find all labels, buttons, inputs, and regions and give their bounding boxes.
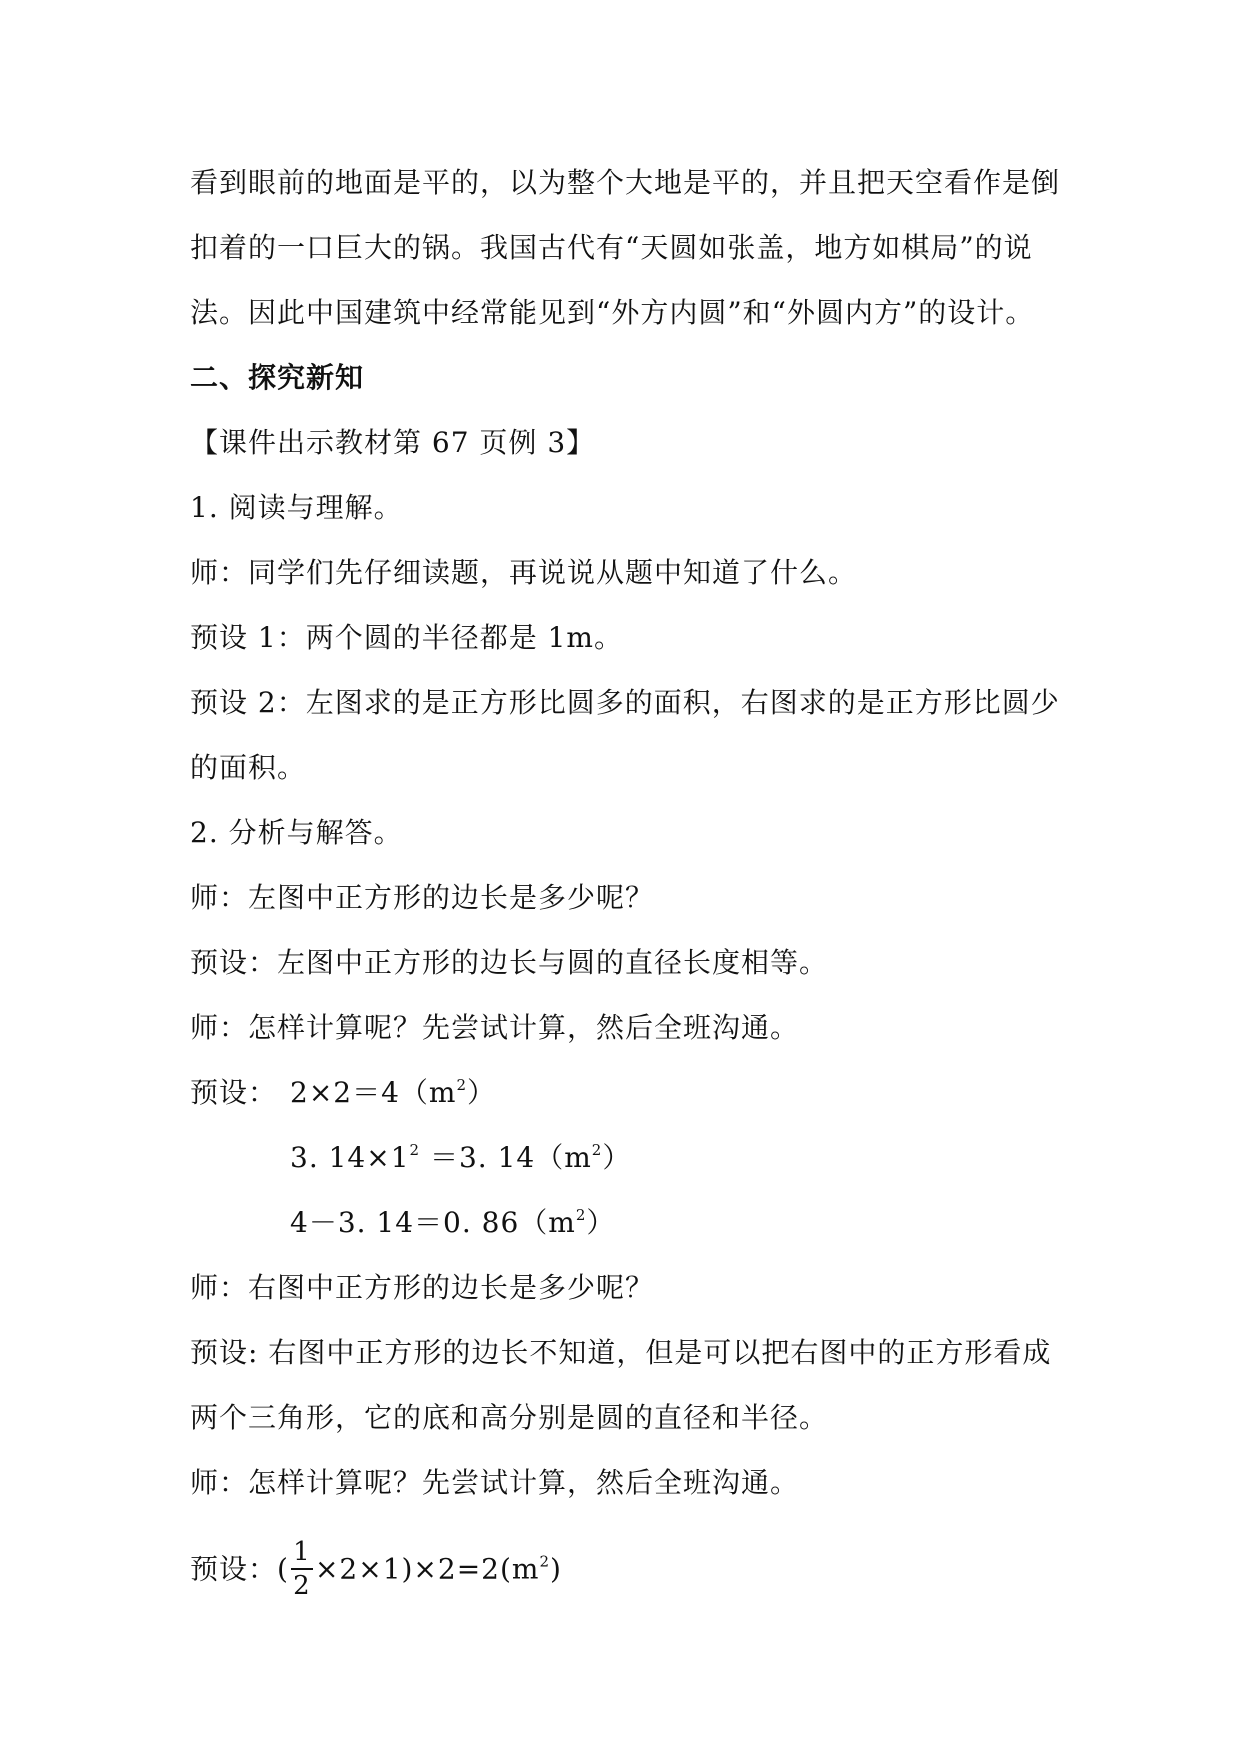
final-label: 预设： <box>190 1552 278 1586</box>
calc2-end: ） <box>602 1141 632 1174</box>
intro-line-1: 看到眼前的地面是平的，以为整个大地是平的，并且把天空看作是倒 <box>190 166 1061 199</box>
step1-teacher-question: 师：同学们先仔细读题，再说说从题中知道了什么。 <box>190 556 858 589</box>
step2-teacher-question-4: 师：怎样计算呢？先尝试计算，然后全班沟通。 <box>190 1466 800 1499</box>
step1-preset-1: 预设 1：两个圆的半径都是 1m。 <box>190 621 623 654</box>
final-open-paren: ( <box>277 1552 289 1586</box>
step2-preset-b-line-1: 预设: 右图中正方形的边长不知道，但是可以把右图中的正方形看成 <box>190 1336 1052 1369</box>
step2-teacher-question-1: 师：左图中正方形的边长是多少呢？ <box>190 881 655 914</box>
step1-title: 1. 阅读与理解。 <box>190 491 403 524</box>
calc3-exponent: 2 <box>575 1206 587 1224</box>
step2-teacher-question-2: 师：怎样计算呢？先尝试计算，然后全班沟通。 <box>190 1011 800 1044</box>
calc2-exponent-1: 2 <box>409 1141 421 1159</box>
section-title: 二、探究新知 <box>190 361 365 394</box>
fraction-numerator: 1 <box>293 1537 311 1567</box>
calc3-main: 4－3. 14＝0. 86（m <box>290 1206 576 1239</box>
step1-preset-2-line-1: 预设 2：左图求的是正方形比圆多的面积，右图求的是正方形比圆少 <box>190 686 1060 719</box>
calc1-end: ） <box>467 1076 497 1109</box>
calc-line-2 <box>290 1140 631 1176</box>
step1-preset-2-line-2: 的面积。 <box>190 751 307 784</box>
step2-teacher-question-3: 师：右图中正方形的边长是多少呢？ <box>190 1271 655 1304</box>
calc-label: 预设： <box>190 1076 278 1109</box>
intro-line-2: 扣着的一口巨大的锅。我国古代有“天圆如张盖，地方如棋局”的说 <box>190 231 1033 264</box>
calc2-exponent-2: 2 <box>591 1141 603 1159</box>
calc1-exponent: 2 <box>456 1076 468 1094</box>
document-page <box>190 0 1070 1754</box>
intro-line-3: 法。因此中国建筑中经常能见到“外方内圆”和“外圆内方”的设计。 <box>190 296 1035 329</box>
fraction-denominator: 2 <box>293 1571 311 1601</box>
fraction-one-half <box>291 1536 313 1602</box>
step2-preset-answer-1: 预设：左图中正方形的边长与圆的直径长度相等。 <box>190 946 829 979</box>
calc2-mid: ＝3. 14（m <box>420 1141 592 1174</box>
courseware-note: 【课件出示教材第 67 页例 3】 <box>190 426 596 459</box>
final-end: ) <box>550 1552 562 1586</box>
step2-preset-b-line-2: 两个三角形，它的底和高分别是圆的直径和半径。 <box>190 1401 829 1434</box>
calc-line-1 <box>290 1075 496 1111</box>
calc1-main: 2×2＝4（m <box>290 1076 457 1109</box>
calc-line-3 <box>290 1205 615 1241</box>
calc2-main: 3. 14×1 <box>290 1141 410 1174</box>
final-rest: ×2×1)×2=2(m <box>314 1552 540 1586</box>
step2-title: 2. 分析与解答。 <box>190 816 403 849</box>
final-calc-line <box>190 1538 562 1604</box>
final-exponent: 2 <box>539 1552 550 1571</box>
calc3-end: ） <box>586 1206 616 1239</box>
